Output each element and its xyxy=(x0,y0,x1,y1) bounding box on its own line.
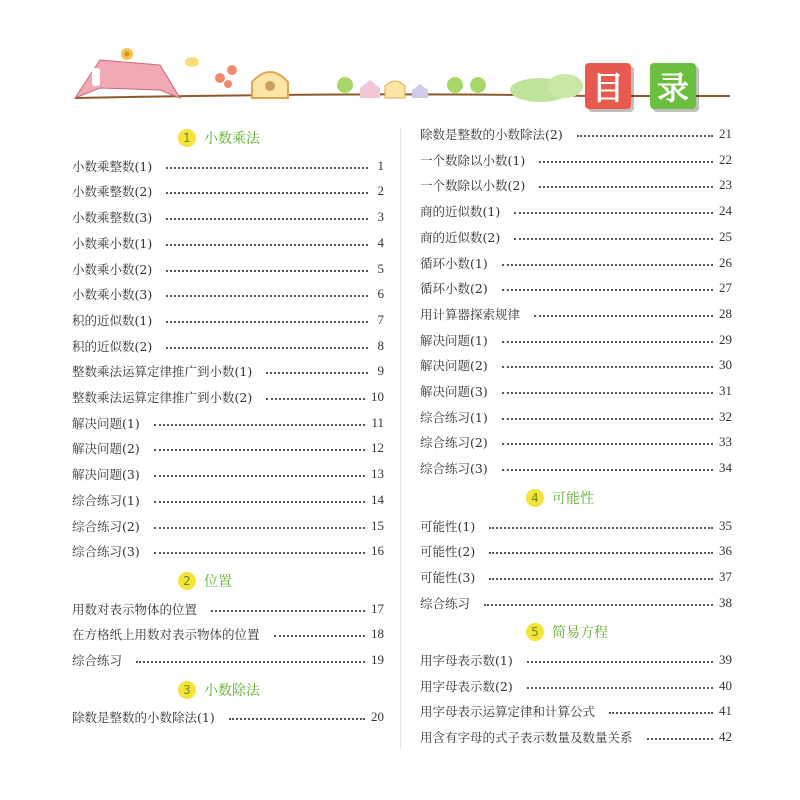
entry-title: 一个数除以小数(1) xyxy=(420,152,526,168)
entry-title: 综合练习(1) xyxy=(72,492,140,508)
dot-leader xyxy=(484,604,713,606)
entry-title: 综合练习(3) xyxy=(72,544,140,560)
book-icon xyxy=(75,60,180,98)
house-icon xyxy=(252,72,288,98)
toc-entry[interactable] xyxy=(420,124,732,144)
page-number: 6 xyxy=(377,286,384,302)
dot-leader xyxy=(229,718,365,720)
entry-title: 解决问题(1) xyxy=(420,332,488,348)
entry-title: 整数乘法运算定律推广到小数(2) xyxy=(72,390,253,405)
entry-title: 可能性(2) xyxy=(420,544,476,560)
entry-title: 整数乘法运算定律推广到小数(1) xyxy=(72,364,253,380)
dot-leader xyxy=(502,341,713,343)
toc-entry[interactable] xyxy=(72,707,384,727)
toc-entry[interactable] xyxy=(72,284,384,304)
entry-title: 解决问题(3) xyxy=(420,384,488,399)
toc-entry[interactable] xyxy=(420,227,732,247)
dot-leader xyxy=(502,418,713,420)
dot-leader xyxy=(502,443,713,445)
dot-leader xyxy=(539,161,713,163)
page-number: 13 xyxy=(371,466,384,482)
page-number: 20 xyxy=(371,709,384,725)
toc-entry[interactable] xyxy=(420,150,732,170)
entry-title: 小数乘整数(3) xyxy=(72,210,153,226)
toc-entry[interactable] xyxy=(72,233,384,253)
section-number-badge: 5 xyxy=(526,623,544,641)
title-char-lu: 录 xyxy=(650,63,696,109)
entry-title: 可能性(1) xyxy=(420,518,476,534)
entry-title: 解决问题(1) xyxy=(72,415,140,431)
toc-entry[interactable] xyxy=(72,310,384,330)
section-number-badge: 3 xyxy=(178,681,196,699)
page-number: 8 xyxy=(377,337,384,353)
toc-entry[interactable] xyxy=(420,727,732,747)
toc-entry[interactable] xyxy=(420,201,732,221)
entry-title: 除数是整数的小数除法(1) xyxy=(72,710,215,726)
page-number: 7 xyxy=(377,311,384,327)
toc-entry[interactable] xyxy=(72,361,384,381)
page-number: 21 xyxy=(719,126,732,141)
page-number: 32 xyxy=(719,408,732,424)
toc-entry[interactable] xyxy=(72,650,384,670)
dot-leader xyxy=(274,635,365,637)
toc-entry[interactable] xyxy=(72,490,384,510)
dot-leader xyxy=(539,186,713,188)
entry-title: 小数乘整数(2) xyxy=(72,184,153,200)
dot-leader xyxy=(266,398,365,400)
page-number: 34 xyxy=(719,460,732,476)
toc-entry[interactable] xyxy=(72,516,384,536)
dot-leader xyxy=(166,321,368,323)
entry-title: 小数乘整数(1) xyxy=(72,158,153,174)
page-number: 42 xyxy=(719,729,732,745)
butterfly-icon xyxy=(185,57,199,67)
toc-entry[interactable] xyxy=(420,458,732,478)
page-number: 5 xyxy=(377,260,384,276)
toc-entry[interactable] xyxy=(420,278,732,298)
page-number: 4 xyxy=(377,234,384,250)
entry-title: 用计算器探索规律 xyxy=(420,306,521,322)
page-number: 31 xyxy=(719,383,732,398)
page-number: 36 xyxy=(719,543,732,559)
dot-leader xyxy=(166,244,368,246)
section-title: 简易方程 xyxy=(552,625,608,642)
toc-entry[interactable] xyxy=(72,336,384,356)
page-number: 2 xyxy=(377,183,384,199)
entry-title: 商的近似数(2) xyxy=(420,229,501,245)
page-number: 3 xyxy=(377,209,384,225)
page-number: 30 xyxy=(719,357,732,373)
toc-entry[interactable] xyxy=(72,181,384,201)
dot-leader xyxy=(647,738,713,740)
entry-title: 一个数除以小数(2) xyxy=(420,178,526,194)
page-number: 19 xyxy=(371,652,384,667)
dot-leader xyxy=(166,270,368,272)
page-number: 15 xyxy=(371,517,384,533)
entry-title: 小数乘小数(1) xyxy=(72,235,153,251)
flower-icon xyxy=(121,48,133,60)
entry-title: 用字母表示数(1) xyxy=(420,653,513,668)
entry-title: 解决问题(2) xyxy=(420,358,488,374)
entry-title: 综合练习(3) xyxy=(420,461,488,477)
dot-leader xyxy=(154,527,365,529)
toc-entry[interactable] xyxy=(420,304,732,324)
dot-leader xyxy=(502,366,713,368)
toc-entry[interactable] xyxy=(72,207,384,227)
toc-entry[interactable] xyxy=(420,407,732,427)
page-number: 22 xyxy=(719,151,732,167)
column-divider xyxy=(400,128,401,748)
dot-leader xyxy=(489,527,713,529)
page-number: 17 xyxy=(371,600,384,616)
entry-title: 用字母表示运算定律和计算公式 xyxy=(420,704,596,720)
dot-leader xyxy=(514,212,713,214)
page-number: 35 xyxy=(719,517,732,533)
entry-title: 小数乘小数(3) xyxy=(72,287,153,303)
section-heading xyxy=(526,487,594,509)
toc-entry[interactable] xyxy=(420,650,732,670)
dot-leader xyxy=(534,315,713,317)
toc-entry[interactable] xyxy=(420,175,732,195)
page-number: 10 xyxy=(371,389,384,404)
dot-leader xyxy=(136,661,365,663)
page-number: 27 xyxy=(719,280,732,296)
section-number-badge: 2 xyxy=(178,572,196,590)
section-number-badge: 1 xyxy=(178,129,196,147)
section-number-badge: 4 xyxy=(526,489,544,507)
toc-entry[interactable] xyxy=(420,676,732,696)
toc-entry[interactable] xyxy=(72,438,384,458)
dot-leader xyxy=(166,347,368,349)
entry-title: 用数对表示物体的位置 xyxy=(72,601,198,617)
section-title: 小数乘法 xyxy=(204,131,260,147)
dot-leader xyxy=(154,501,365,503)
page-number: 40 xyxy=(719,677,732,693)
page-number: 14 xyxy=(371,491,384,507)
page-number: 18 xyxy=(371,626,384,642)
header-illustration xyxy=(70,40,740,110)
page-number: 24 xyxy=(719,203,732,219)
entry-title: 解决问题(3) xyxy=(72,467,140,483)
section-heading xyxy=(178,570,232,592)
page-number: 28 xyxy=(719,305,732,321)
dot-leader xyxy=(489,552,713,554)
toc-entry[interactable] xyxy=(72,413,384,433)
dot-leader xyxy=(154,552,365,554)
section-title: 小数除法 xyxy=(204,682,260,699)
dot-leader xyxy=(527,661,713,663)
entry-title: 综合练习 xyxy=(420,595,471,611)
page-number: 26 xyxy=(719,254,732,270)
bushes-icon xyxy=(510,74,583,102)
page-number: 33 xyxy=(719,434,732,450)
toc-entry[interactable] xyxy=(420,432,732,452)
page-number: 29 xyxy=(719,331,732,347)
dot-leader xyxy=(154,449,365,451)
toc-entry[interactable] xyxy=(72,464,384,484)
page-number: 38 xyxy=(719,594,732,610)
entry-title: 循环小数(2) xyxy=(420,281,488,297)
toc-entry[interactable] xyxy=(420,355,732,375)
entry-title: 积的近似数(2) xyxy=(72,338,153,354)
entry-title: 积的近似数(1) xyxy=(72,312,153,328)
dot-leader xyxy=(577,135,713,137)
section-heading xyxy=(178,127,260,149)
toc-entry[interactable] xyxy=(72,599,384,619)
toc-entry[interactable] xyxy=(72,541,384,561)
entry-title: 用字母表示数(2) xyxy=(420,678,513,694)
dot-leader xyxy=(502,264,713,266)
dot-leader xyxy=(514,238,713,240)
page-number: 16 xyxy=(371,543,384,559)
toc-entry[interactable] xyxy=(420,701,732,721)
entry-title: 除数是整数的小数除法(2) xyxy=(420,127,563,142)
entry-title: 循环小数(1) xyxy=(420,255,488,271)
entry-title: 商的近似数(1) xyxy=(420,204,501,220)
entry-title: 综合练习(1) xyxy=(420,409,488,425)
dot-leader xyxy=(502,469,713,471)
page-number: 12 xyxy=(371,440,384,456)
page-number: 9 xyxy=(377,363,384,379)
page-number: 23 xyxy=(719,177,732,193)
toc-entry[interactable] xyxy=(420,541,732,561)
toc-entry[interactable] xyxy=(72,156,384,176)
dot-leader xyxy=(609,712,713,714)
toc-entry[interactable] xyxy=(72,259,384,279)
entry-title: 小数乘小数(2) xyxy=(72,261,153,277)
section-heading xyxy=(526,621,608,643)
title-char-mu: 目 xyxy=(585,63,631,109)
entry-title: 综合练习 xyxy=(72,653,123,668)
entry-title: 解决问题(2) xyxy=(72,441,140,457)
section-heading xyxy=(178,679,260,701)
small-houses-icon xyxy=(360,80,428,98)
toc-entry[interactable] xyxy=(420,516,732,536)
toc-entry[interactable] xyxy=(420,567,732,587)
entry-title: 用含有字母的式子表示数量及数量关系 xyxy=(420,730,633,746)
section-title: 可能性 xyxy=(552,490,594,507)
entry-title: 综合练习(2) xyxy=(72,518,140,534)
page-number: 41 xyxy=(719,703,732,719)
dot-leader xyxy=(502,392,713,394)
entry-title: 在方格纸上用数对表示物体的位置 xyxy=(72,627,260,643)
flowers-icon xyxy=(215,65,237,88)
entry-title: 可能性(3) xyxy=(420,569,476,585)
page-number: 39 xyxy=(719,652,732,667)
page-number: 11 xyxy=(371,414,384,430)
dot-leader xyxy=(166,167,368,169)
dot-leader xyxy=(154,424,366,426)
toc-entry[interactable] xyxy=(420,330,732,350)
page-number: 25 xyxy=(719,228,732,244)
page-number: 1 xyxy=(377,157,384,173)
toc-entry[interactable] xyxy=(420,253,732,273)
section-title: 位置 xyxy=(204,573,232,590)
dot-leader xyxy=(154,475,365,477)
dot-leader xyxy=(527,687,713,689)
dot-leader xyxy=(166,218,368,220)
entry-title: 综合练习(2) xyxy=(420,435,488,451)
toc-entry[interactable] xyxy=(72,624,384,644)
dot-leader xyxy=(489,578,713,580)
dot-leader xyxy=(166,295,368,297)
dot-leader xyxy=(166,192,368,194)
toc-entry[interactable] xyxy=(420,381,732,401)
trees-icon xyxy=(337,77,486,93)
page-number: 37 xyxy=(719,568,732,584)
toc-entry[interactable] xyxy=(72,387,384,407)
dot-leader xyxy=(211,610,365,612)
dot-leader xyxy=(266,372,368,374)
toc-entry[interactable] xyxy=(420,593,732,613)
dot-leader xyxy=(502,289,713,291)
